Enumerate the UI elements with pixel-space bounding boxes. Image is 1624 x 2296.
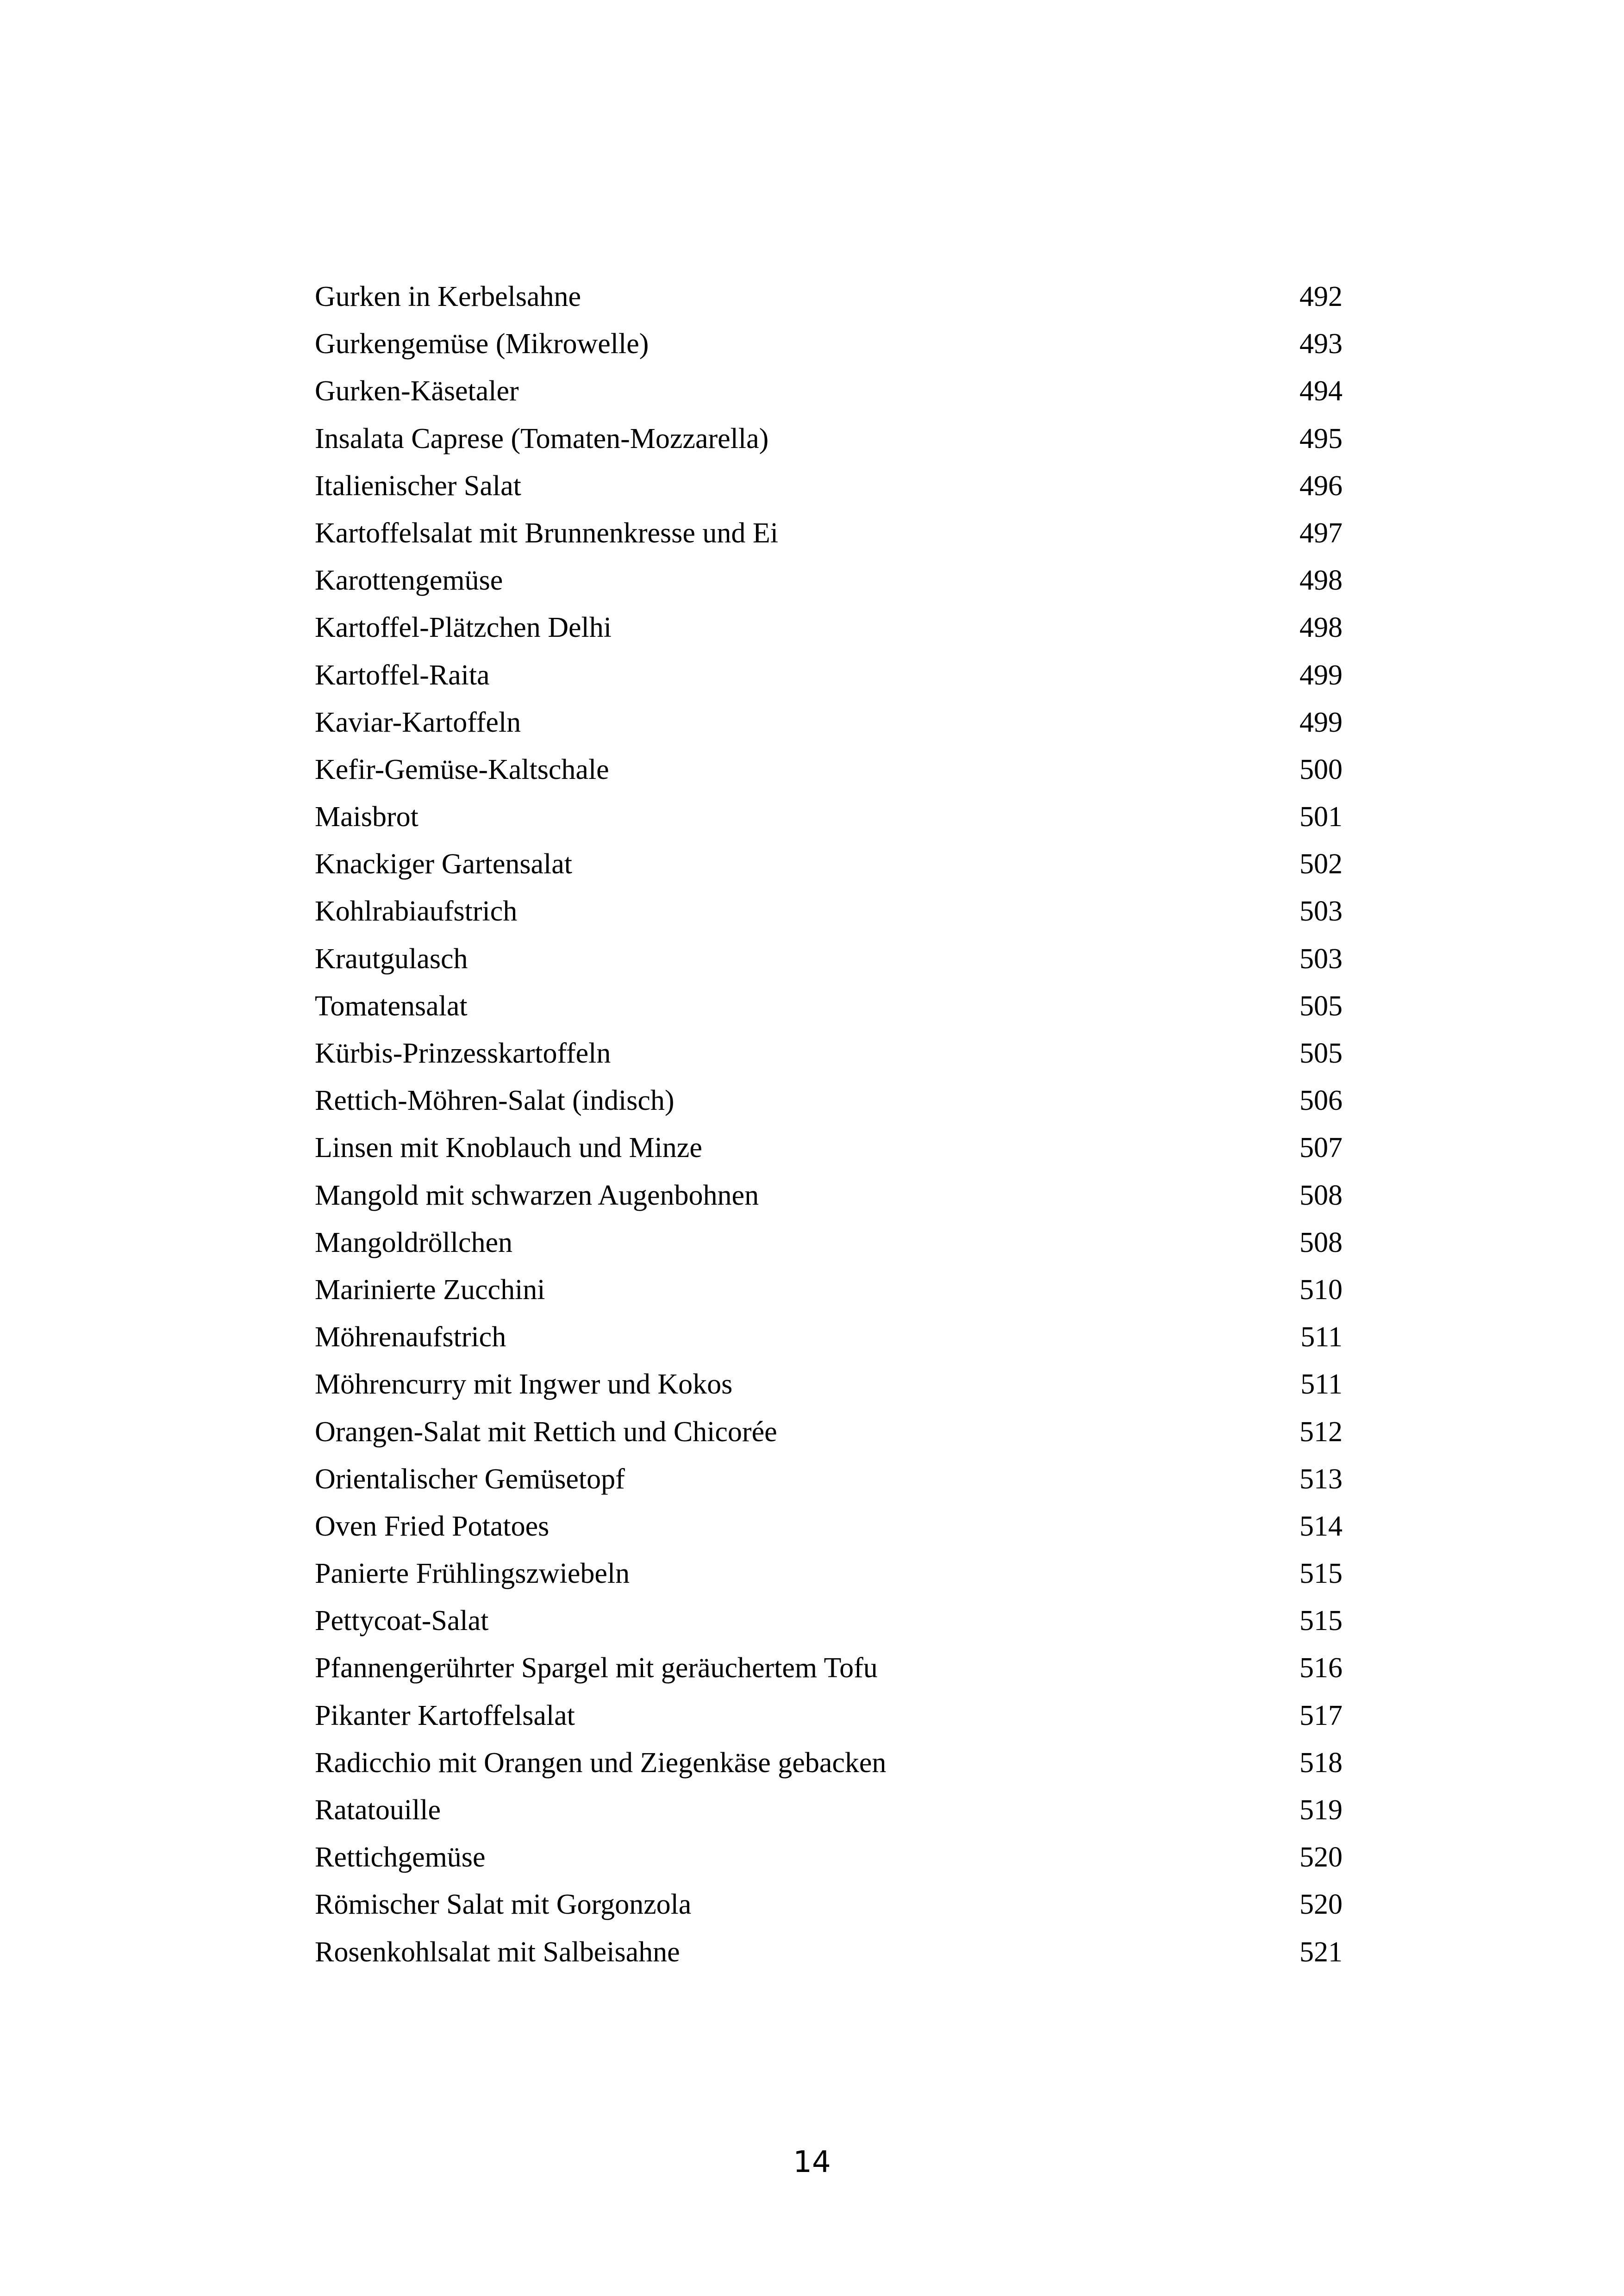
toc-entry-page: 518 [1299, 1747, 1343, 1779]
toc-entry-title: Kartoffelsalat mit Brunnenkresse und Ei [315, 517, 778, 549]
toc-entry-page: 507 [1299, 1132, 1343, 1164]
toc-entry [315, 1929, 1343, 1976]
toc-entry-page: 498 [1299, 612, 1343, 644]
toc-entry-page: 512 [1299, 1416, 1343, 1448]
toc-entry-page: 499 [1299, 659, 1343, 691]
toc-entry-page: 521 [1299, 1936, 1343, 1968]
toc-entry-title: Kohlrabiaufstrich [315, 896, 518, 927]
toc-entry [315, 1644, 1343, 1692]
toc-entry-title: Italienischer Salat [315, 470, 521, 502]
toc-entry [315, 1266, 1343, 1313]
toc-entry-title: Rettich-Möhren-Salat (indisch) [315, 1085, 675, 1117]
toc-entry-title: Panierte Frühlingszwiebeln [315, 1558, 630, 1590]
toc-entry [315, 320, 1343, 367]
toc-entry-page: 492 [1299, 281, 1343, 312]
toc-entry-page: 510 [1299, 1274, 1343, 1306]
toc-entry-title: Knackiger Gartensalat [315, 848, 573, 880]
toc-entry-page: 502 [1299, 848, 1343, 880]
toc-entry-page: 500 [1299, 753, 1343, 785]
toc-entry [315, 367, 1343, 415]
toc-entry-page: 515 [1299, 1558, 1343, 1590]
toc-entry-page: 519 [1299, 1794, 1343, 1826]
toc-entry-page: 505 [1299, 1038, 1343, 1069]
toc-entry-title: Kefir-Gemüse-Kaltschale [315, 753, 609, 785]
toc-entry-page: 511 [1300, 1321, 1343, 1353]
toc-entry-title: Möhrenaufstrich [315, 1321, 506, 1353]
toc-entry-title: Kartoffel-Raita [315, 659, 490, 691]
toc-entry [315, 888, 1343, 935]
toc-entry [315, 840, 1343, 888]
toc-entry-title: Radicchio mit Orangen und Ziegenkäse gebacken [315, 1747, 887, 1779]
toc-entry [315, 983, 1343, 1030]
toc-entry-title: Karottengemüse [315, 565, 503, 597]
toc-entry-title: Marinierte Zucchini [315, 1274, 545, 1306]
toc-entry-title: Maisbrot [315, 801, 418, 833]
toc-entry-title: Rosenkohlsalat mit Salbeisahne [315, 1936, 680, 1968]
toc-entry-page: 506 [1299, 1085, 1343, 1117]
toc-entry-page: 511 [1300, 1369, 1343, 1400]
toc-entry-page: 498 [1299, 565, 1343, 597]
toc-entry [315, 746, 1343, 793]
toc-entry-title: Römischer Salat mit Gorgonzola [315, 1889, 692, 1921]
toc-entry [315, 604, 1343, 651]
toc-entry [315, 1124, 1343, 1171]
toc-entry-title: Kaviar-Kartoffeln [315, 706, 521, 738]
table-of-contents [315, 273, 1343, 1976]
toc-entry [315, 1739, 1343, 1786]
toc-entry-page: 495 [1299, 423, 1343, 454]
toc-entry-title: Kartoffel-Plätzchen Delhi [315, 612, 612, 644]
toc-entry-page: 496 [1299, 470, 1343, 502]
toc-entry [315, 1219, 1343, 1266]
toc-entry [315, 510, 1343, 557]
toc-entry-title: Orangen-Salat mit Rettich und Chicorée [315, 1416, 777, 1448]
toc-entry-title: Pettycoat-Salat [315, 1605, 489, 1637]
toc-entry [315, 1550, 1343, 1597]
toc-entry [315, 462, 1343, 510]
toc-entry-page: 499 [1299, 706, 1343, 738]
toc-entry-page: 508 [1299, 1226, 1343, 1258]
toc-entry-title: Ratatouille [315, 1794, 441, 1826]
toc-entry-title: Pikanter Kartoffelsalat [315, 1699, 575, 1731]
toc-entry-title: Gurken in Kerbelsahne [315, 281, 581, 312]
toc-entry-page: 520 [1299, 1889, 1343, 1921]
toc-entry-title: Kürbis-Prinzesskartoffeln [315, 1038, 611, 1069]
toc-entry [315, 1313, 1343, 1361]
toc-entry-title: Möhrencurry mit Ingwer und Kokos [315, 1369, 733, 1400]
toc-entry-page: 517 [1299, 1699, 1343, 1731]
toc-entry [315, 935, 1343, 983]
toc-entry [315, 415, 1343, 462]
toc-entry [315, 1834, 1343, 1881]
toc-entry [315, 1030, 1343, 1077]
toc-entry-title: Orientalischer Gemüsetopf [315, 1463, 625, 1495]
toc-entry-title: Mangoldröllchen [315, 1226, 513, 1258]
toc-entry [315, 1408, 1343, 1456]
toc-entry-title: Insalata Caprese (Tomaten-Mozzarella) [315, 423, 769, 454]
toc-entry-title: Rettichgemüse [315, 1842, 486, 1873]
toc-entry-title: Krautgulasch [315, 943, 468, 975]
toc-entry-title: Gurken-Käsetaler [315, 375, 519, 407]
toc-entry [315, 1503, 1343, 1550]
toc-entry-page: 508 [1299, 1179, 1343, 1211]
toc-entry [315, 1881, 1343, 1928]
toc-entry [315, 1692, 1343, 1739]
toc-entry-page: 493 [1299, 328, 1343, 360]
toc-entry-title: Mangold mit schwarzen Augenbohnen [315, 1179, 759, 1211]
toc-entry [315, 1597, 1343, 1644]
toc-entry-title: Pfannengerührter Spargel mit geräuchertem Tofu [315, 1652, 878, 1684]
toc-entry-title: Tomatensalat [315, 990, 468, 1022]
toc-entry [315, 273, 1343, 320]
toc-entry-page: 520 [1299, 1842, 1343, 1873]
toc-entry-page: 497 [1299, 517, 1343, 549]
toc-entry-page: 503 [1299, 896, 1343, 927]
toc-entry-page: 505 [1299, 990, 1343, 1022]
toc-entry [315, 699, 1343, 746]
toc-entry [315, 1456, 1343, 1503]
toc-entry-title: Linsen mit Knoblauch und Minze [315, 1132, 702, 1164]
toc-entry-page: 513 [1299, 1463, 1343, 1495]
toc-entry [315, 1361, 1343, 1408]
toc-entry-page: 516 [1299, 1652, 1343, 1684]
toc-entry [315, 1077, 1343, 1124]
toc-entry [315, 1786, 1343, 1834]
toc-entry [315, 652, 1343, 699]
toc-entry-page: 503 [1299, 943, 1343, 975]
toc-entry-page: 501 [1299, 801, 1343, 833]
toc-entry-page: 494 [1299, 375, 1343, 407]
toc-entry-page: 514 [1299, 1510, 1343, 1542]
toc-entry-title: Gurkengemüse (Mikrowelle) [315, 328, 649, 360]
toc-entry-title: Oven Fried Potatoes [315, 1510, 550, 1542]
toc-entry-page: 515 [1299, 1605, 1343, 1637]
toc-entry [315, 1172, 1343, 1219]
toc-entry [315, 793, 1343, 840]
page-number: 14 [793, 2145, 831, 2179]
toc-entry [315, 557, 1343, 604]
